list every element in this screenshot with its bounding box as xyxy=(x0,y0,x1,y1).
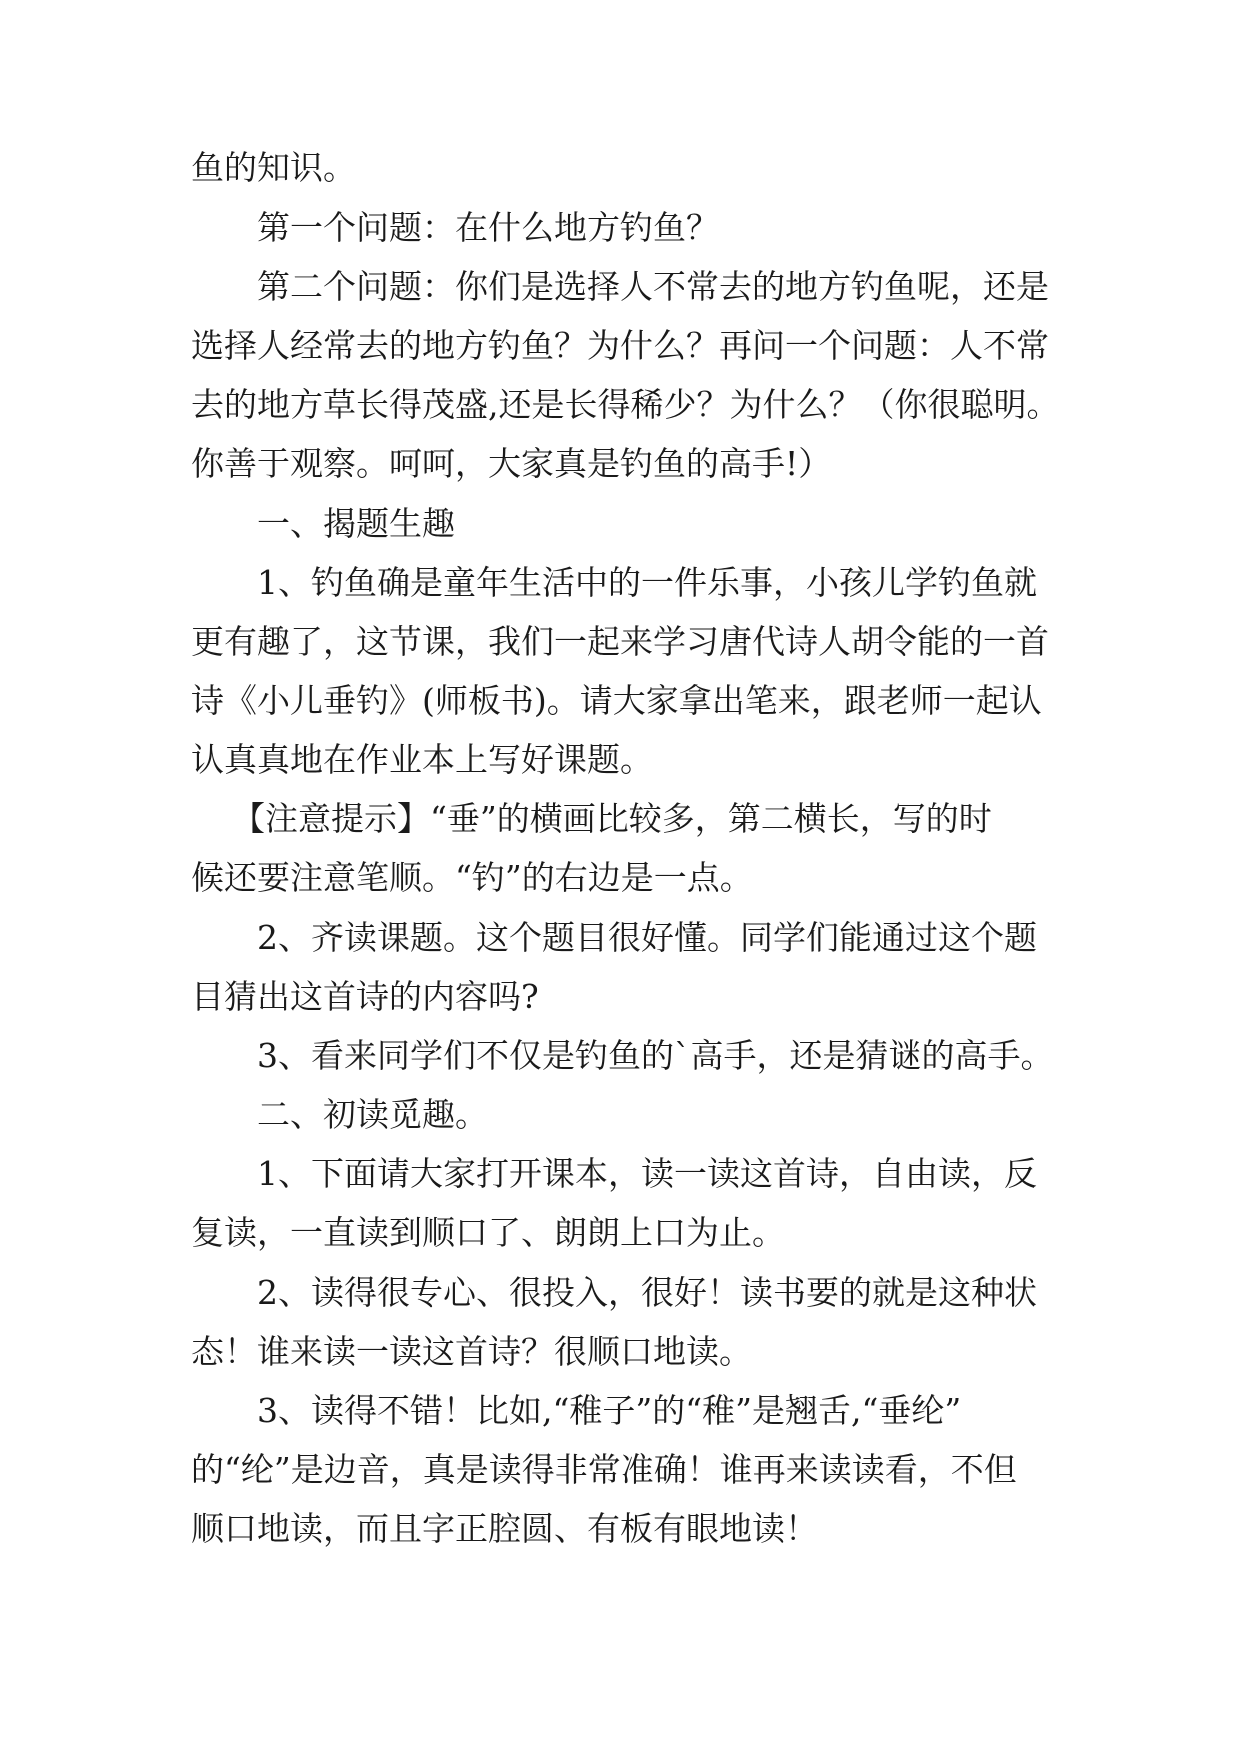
section-heading: 二、初读觅趣。 xyxy=(257,1095,488,1134)
text-line: 3、看来同学们不仅是钓鱼的`高手，还是猜谜的高手。 xyxy=(257,1036,1054,1075)
text-line: 选择人经常去的地方钓鱼？为什么？再问一个问题：人不常 xyxy=(191,326,1049,365)
text-line: 态！谁来读一读这首诗？很顺口地读。 xyxy=(191,1332,752,1371)
text-line: 2、齐读课题。这个题目很好懂。同学们能通过这个题 xyxy=(257,918,1037,957)
text-line: 更有趣了，这节课，我们一起来学习唐代诗人胡令能的一首 xyxy=(191,622,1049,661)
text-line: 你善于观察。呵呵，大家真是钓鱼的高手!） xyxy=(191,444,832,483)
text-line: 1、下面请大家打开课本，读一读这首诗，自由读，反 xyxy=(257,1154,1037,1193)
text-line: 的“纶”是边音，真是读得非常准确！谁再来读读看，不但 xyxy=(191,1450,1017,1489)
text-line: 候还要注意笔顺。“钓”的右边是一点。 xyxy=(191,858,753,897)
text-line: 复读，一直读到顺口了、朗朗上口为止。 xyxy=(191,1213,785,1252)
text-line: 第一个问题：在什么地方钓鱼？ xyxy=(257,208,719,247)
text-line: 认真真地在作业本上写好课题。 xyxy=(191,740,653,779)
text-line: 鱼的知识。 xyxy=(191,148,356,187)
text-line: 1、钓鱼确是童年生活中的一件乐事，小孩儿学钓鱼就 xyxy=(257,563,1037,602)
text-line: 顺口地读，而且字正腔圆、有板有眼地读！ xyxy=(191,1509,818,1548)
note-line: 【注意提示】“垂”的横画比较多，第二横长，写的时 xyxy=(232,799,992,838)
text-line: 第二个问题：你们是选择人不常去的地方钓鱼呢，还是 xyxy=(257,267,1049,306)
text-line: 诗《小儿垂钓》(师板书)。请大家拿出笔来，跟老师一起认 xyxy=(191,681,1042,720)
section-heading: 一、揭题生趣 xyxy=(257,504,455,543)
text-line: 2、读得很专心、很投入，很好！读书要的就是这种状 xyxy=(257,1273,1037,1312)
text-line: 去的地方草长得茂盛,还是长得稀少？为什么？（你很聪明。 xyxy=(191,385,1060,424)
text-line: 3、读得不错！比如,“稚子”的“稚”是翘舌,“垂纶” xyxy=(257,1391,962,1430)
text-line: 目猜出这首诗的内容吗? xyxy=(191,977,539,1016)
